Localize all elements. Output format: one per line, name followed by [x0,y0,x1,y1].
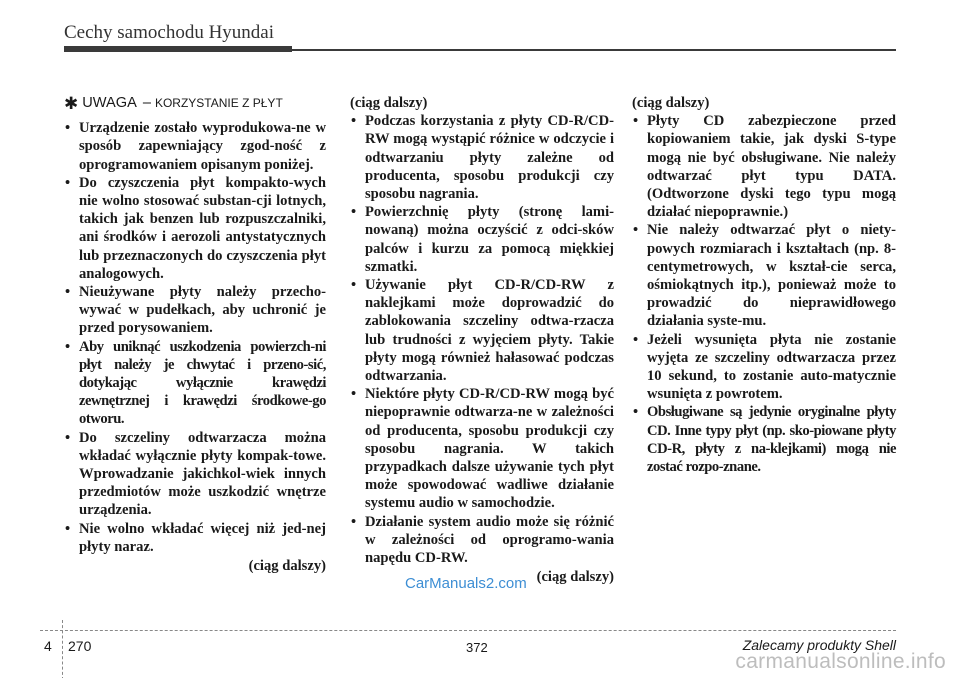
continued-footer: (ciąg dalszy) [248,558,326,575]
header-rule [292,49,896,51]
list-item: • Niektóre płyty CD-R/CD-RW mogą być niepoprawnie odtwarza-ne w zależności od producenta, sposobu produkcji czy sposobu nagrania. W takich przypadkach dalsze używanie tych płyt może spowodować wadliwe działanie systemu audio w samochodzie. [350,385,614,512]
list-item: • Powierzchnię płyty (stronę lami-nowaną) można oczyścić z odci-sków palców i kurzu za pomocą miękkiej szmatki. [350,203,614,276]
footer-rule [40,630,896,631]
warning-subtitle: KORZYSTANIE Z PŁYT [154,96,283,110]
list-item: • Jeżeli wysunięta płyta nie zostanie wyjęta ze szczeliny odtwarzacza przez 10 sekund, to zostanie auto-matycznie wsunięta z powrotem. [632,331,896,404]
col2-list [350,112,614,567]
list-item: • Nie wolno wkładać więcej niż jed-nej płyty naraz. [64,520,326,556]
page-header-title: Cechy samochodu Hyundai [64,22,275,43]
footer-divider [62,620,63,678]
column-2 [350,94,614,586]
page-number: 372 [466,640,488,655]
col1-list [64,119,326,556]
warning-title [64,94,326,112]
col3-list [632,112,896,476]
column-3 [632,94,896,476]
column-1 [64,94,326,575]
list-item: • Nieużywane płyty należy przecho-wywać w pudełkach, aby uchronić je przed porysowaniem. [64,283,326,338]
list-item: • Nie należy odtwarzać płyt o niety-powych rozmiarach i kształtach (np. 8-centymetrowych, w kształ-cie serca, ośmiokątnych itp.), ponieważ może to prowadzić do nieprawidłowego działania syste-mu. [632,221,896,330]
list-item: • Obsługiwane są jedynie oryginalne płyty CD. Inne typy płyt (np. sko-piowane płyty CD-R, płyty z na-klejkami) mogą nie zostać rozpo-znane. [632,403,896,476]
cross-star-icon: ✱ [64,93,79,113]
list-item: • Działanie system audio może się różnić w zależności od oprogramo-wania napędu CD-RW. [350,513,614,568]
continued-header: (ciąg dalszy) [350,95,428,111]
list-item: • Płyty CD zabezpieczone przed kopiowaniem takie, jak dyski S-type mogą nie być obsługiwane. Nie należy odtwarzać płyt typu DATA. (Odtworzone dyski tego typu mogą działać niepoprawnie.) [632,112,896,221]
list-item: • Aby uniknąć uszkodzenia powierzch-ni płyt należy je chwytać i przeno-sić, dotykając wyłącznie krawędzi zewnętrznej i krawędzi środkowe-go otworu. [64,338,326,429]
watermark-link[interactable]: CarManuals2.com [405,575,527,592]
list-item: • Podczas korzystania z płyty CD-R/CD-RW mogą wystąpić różnice w odczycie i odtwarzaniu płyty zależne od producenta, sposobu produkcji czy sposobu nagrania. [350,112,614,203]
footer-brand-watermark[interactable]: carmanualsonline.info [735,650,946,673]
continued-header: (ciąg dalszy) [632,95,710,111]
warning-dash: – [142,95,151,111]
list-item: • Urządzenie zostało wyprodukowa-ne w sposób zapewniający zgod-ność z oprogramowaniem opisanym poniżej. [64,119,326,174]
list-item: • Do szczeliny odtwarzacza można wkładać wyłącznie płyty kompak-towe. Wprowadzanie jakichkol-wiek innych przedmiotów może uszkodzić wnętrze urządzenia. [64,429,326,520]
list-item: • Używanie płyt CD-R/CD-RW z naklejkami może doprowadzić do zablokowania szczeliny odtwa-rzacza lub trudności z wyjęciem płyty. Takie płyty mogą również hałasować podczas odtwarzania. [350,276,614,385]
header-bar [64,46,292,52]
footer-slogan: Zalecamy produkty Shell [742,637,896,653]
continued-footer: (ciąg dalszy) [536,569,614,586]
warning-label: UWAGA [82,95,137,111]
section-page-number: 270 [68,638,92,654]
chapter-number: 4 [44,638,52,654]
list-item: • Do czyszczenia płyt kompakto-wych nie wolno stosować substan-cji lotnych, takich jak benzen lub rozpuszczalniki, ani środków i aerozoli antystatycznych lub przeznaczonych do czyszczenia płyt analogowych. [64,174,326,283]
